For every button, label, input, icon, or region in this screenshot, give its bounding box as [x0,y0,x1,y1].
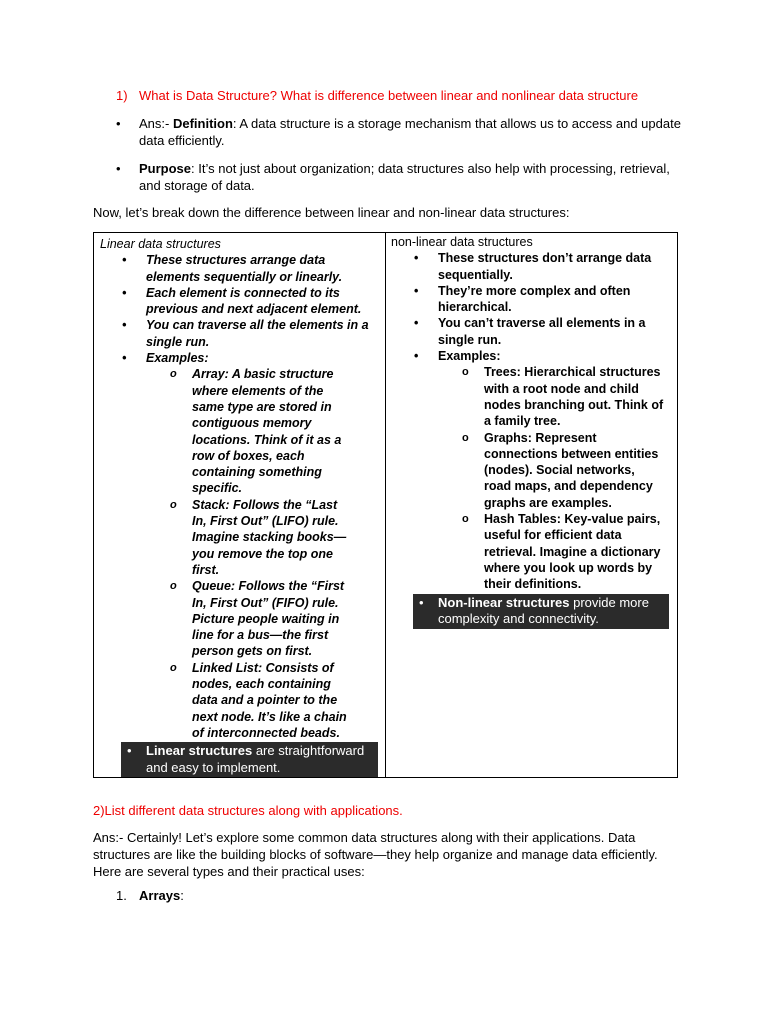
nonlinear-summary [413,594,669,629]
definition-term: Definition [172,116,233,131]
definition-text: : A data structure is a storage mechanism that allows us to access and update data efficiently. [139,116,681,148]
bullet-icon: • [116,161,121,176]
definition-bullet [116,115,686,149]
linear-item: • Each element is connected to its previous and next adjacent element. [94,285,385,318]
answer-2-paragraph: Ans:- Certainly! Let’s explore some common data structures along with their applications. Data structures are like the building blocks of software—they help organize and manage data efficiently. Here are several types and their practical uses: [93,830,658,879]
nonlinear-item: • These structures don’t arrange data sequentially. [386,250,677,283]
nonlinear-summary-term: Non-linear structures [438,594,570,610]
question-1-text: What is Data Structure? What is difference between linear and nonlinear data structure [139,88,639,103]
linear-summary [121,742,378,777]
nonlinear-summary-text: provide more complexity and connectivity. [438,594,649,627]
linear-examples-label: Examples: [146,351,209,366]
nonlinear-example: o Graphs: Represent connections between entities (nodes). Social networks, road maps, and dependency graphs are examples. [438,430,669,511]
purpose-text: : It’s not just about organization; data structures also help with processing, retrieval, and storage of data. [139,161,670,193]
list-item-arrays [116,888,184,903]
question-2-title: 2)List different data structures along with applications. [93,803,403,818]
list-item-number: 1. [116,888,127,903]
nonlinear-examples-label: Examples: [438,349,501,364]
linear-example: o Array: A basic structure where elements of the same type are stored in contiguous memory locations. Think of it as a row of boxes, each containing something specific. [146,366,369,496]
bullet-icon: • [116,116,121,131]
nonlinear-example: o Hash Tables: Key-value pairs, useful for efficient data retrieval. Imagine a dictionary where you look up words by their definitions. [438,511,669,592]
linear-column [94,233,386,778]
answer-lead: Ans:- [139,116,173,131]
linear-example: o Queue: Follows the “First In, First Out” (FIFO) rule. Picture people waiting in line for a bus—the first person gets on first. [146,578,369,659]
nonlinear-example: o Trees: Hierarchical structures with a root node and child nodes branching out. Think of a family tree. [438,364,669,429]
nonlinear-examples-item [386,348,677,592]
list-item-suffix: : [180,888,184,903]
list-item-label: Arrays [139,888,181,903]
linear-example: o Linked List: Consists of nodes, each containing data and a pointer to the next node. It’s like a chain of interconnected beads. [146,660,369,741]
linear-example: o Stack: Follows the “Last In, First Out” (LIFO) rule. Imagine stacking books—you remove the top one first. [146,497,369,578]
nonlinear-item: • They’re more complex and often hierarchical. [386,283,677,316]
linear-item: • These structures arrange data elements sequentially or linearly. [94,252,385,285]
nonlinear-column [386,233,678,778]
linear-item: • You can traverse all the elements in a single run. [94,317,385,350]
linear-examples-item [94,350,385,741]
question-1-title [116,88,638,103]
nonlinear-heading: non-linear data structures [391,235,533,249]
linear-summary-text: are straightforward and easy to implement. [146,743,365,775]
comparison-intro: Now, let’s break down the difference between linear and non-linear data structures: [93,205,570,220]
linear-heading: Linear data structures [100,237,221,251]
nonlinear-item: • You can’t traverse all elements in a single run. [386,315,677,348]
purpose-term: Purpose [139,161,192,176]
purpose-bullet [116,160,686,194]
linear-summary-term: Linear structures [146,743,253,759]
comparison-table [93,232,678,778]
question-1-number: 1) [116,88,128,103]
